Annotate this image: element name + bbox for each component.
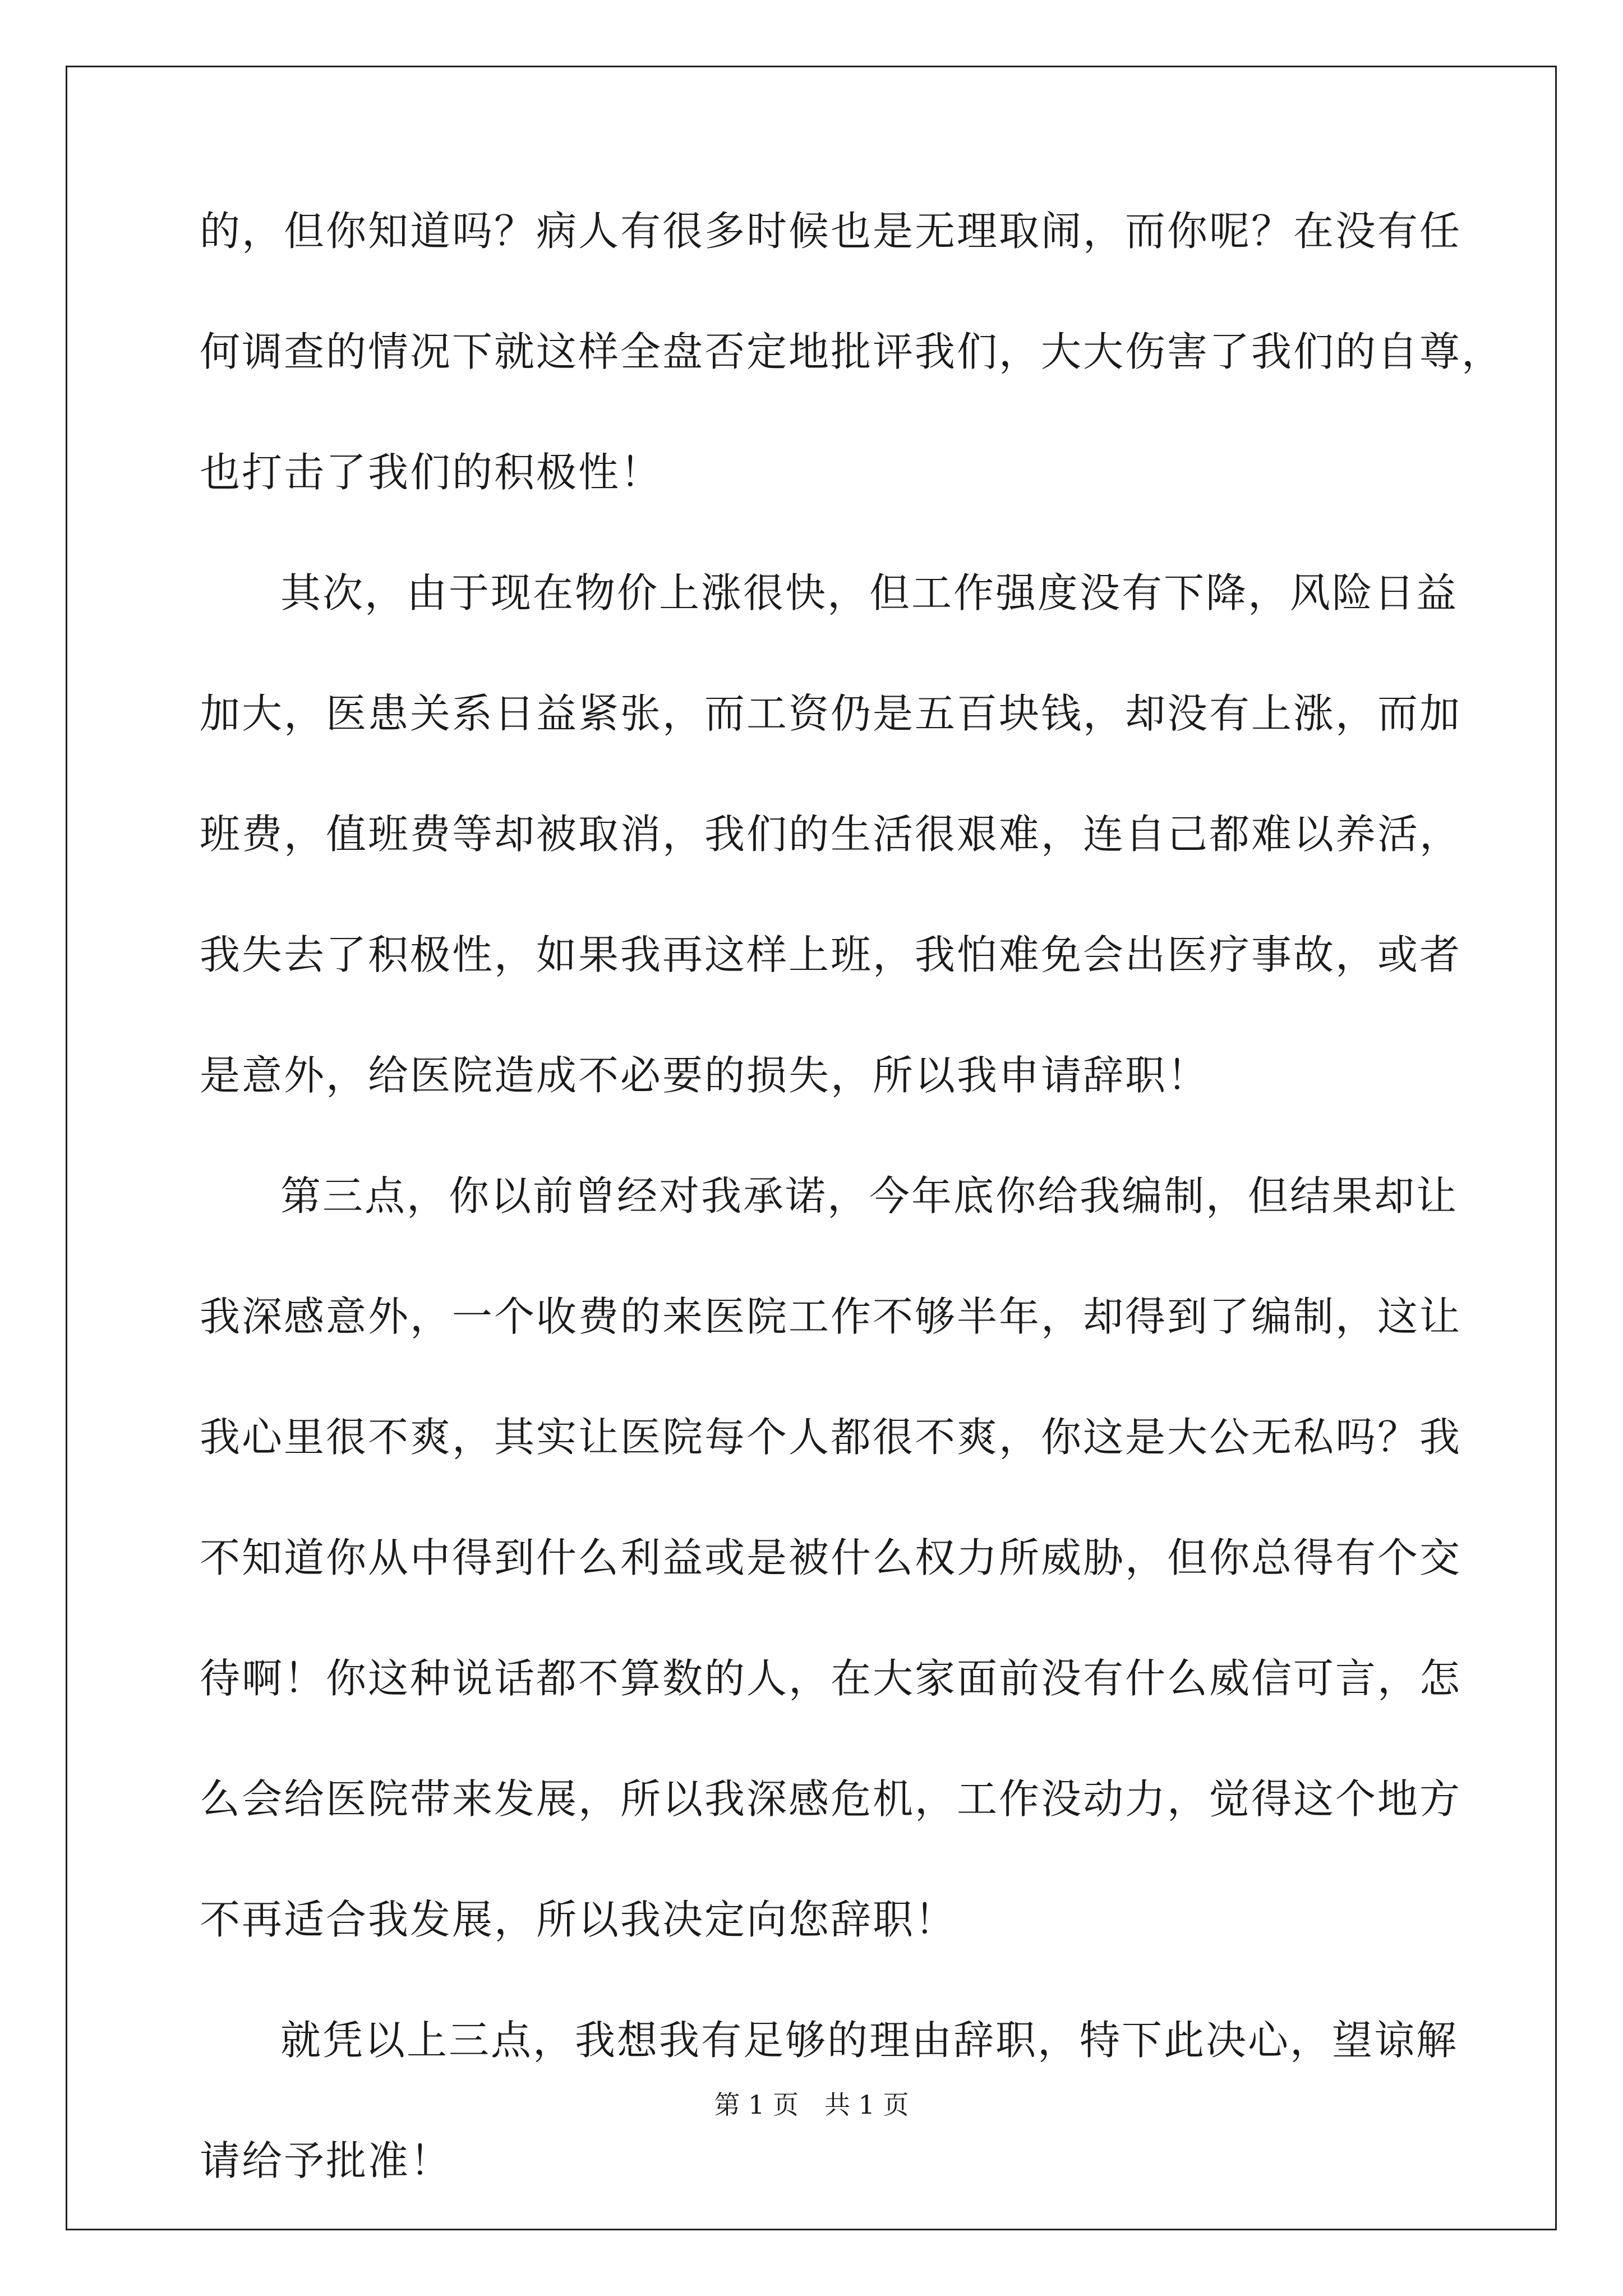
paragraph-first-line: 其次，由于现在物价上涨很快，但工作强度没有下降，风险日益 [280,569,1459,616]
paragraph-first-line: 第三点，你以前曾经对我承诺，今年底你给我编制，但结果却让 [280,1172,1459,1220]
text-line: 也打击了我们的积极性！ [200,449,663,496]
text-line: 不再适合我发展，所以我决定向您辞职！ [200,1896,957,1943]
text-line: 加大，医患关系日益紧张，而工资仍是五百块钱，却没有上涨，而加 [200,690,1462,737]
text-line: 的，但你知道吗？病人有很多时候也是无理取闹，而你呢？在没有任 [200,208,1462,255]
paragraph-first-line: 就凭以上三点，我想我有足够的理由辞职，特下此决心，望谅解 [280,2017,1459,2064]
text-line: 不知道你从中得到什么利益或是被什么权力所威胁，但你总得有个交 [200,1534,1462,1581]
text-line: 我失去了积极性，如果我再这样上班，我怕难免会出医疗事故，或者 [200,931,1462,978]
document-body [200,208,1504,2261]
text-line: 我心里很不爽，其实让医院每个人都很不爽，你这是大公无私吗？我 [200,1414,1462,1461]
text-line: 请给予批准！ [200,2137,453,2184]
text-line: 么会给医院带来发展，所以我深感危机，工作没动力，觉得这个地方 [200,1775,1462,1823]
text-line: 班费，值班费等却被取消，我们的生活很艰难，连自己都难以养活， [200,811,1462,858]
text-line: 何调查的情况下就这样全盘否定地批评我们，大大伤害了我们的自尊， [200,328,1504,375]
page-number-footer: 第 1 页 共 1 页 [714,2090,909,2120]
text-line: 是意外，给医院造成不必要的损失，所以我申请辞职！ [200,1052,1210,1099]
text-line: 我深感意外，一个收费的来医院工作不够半年，却得到了编制，这让 [200,1293,1462,1340]
text-line: 待啊！你这种说话都不算数的人，在大家面前没有什么威信可言，怎 [200,1655,1462,1702]
